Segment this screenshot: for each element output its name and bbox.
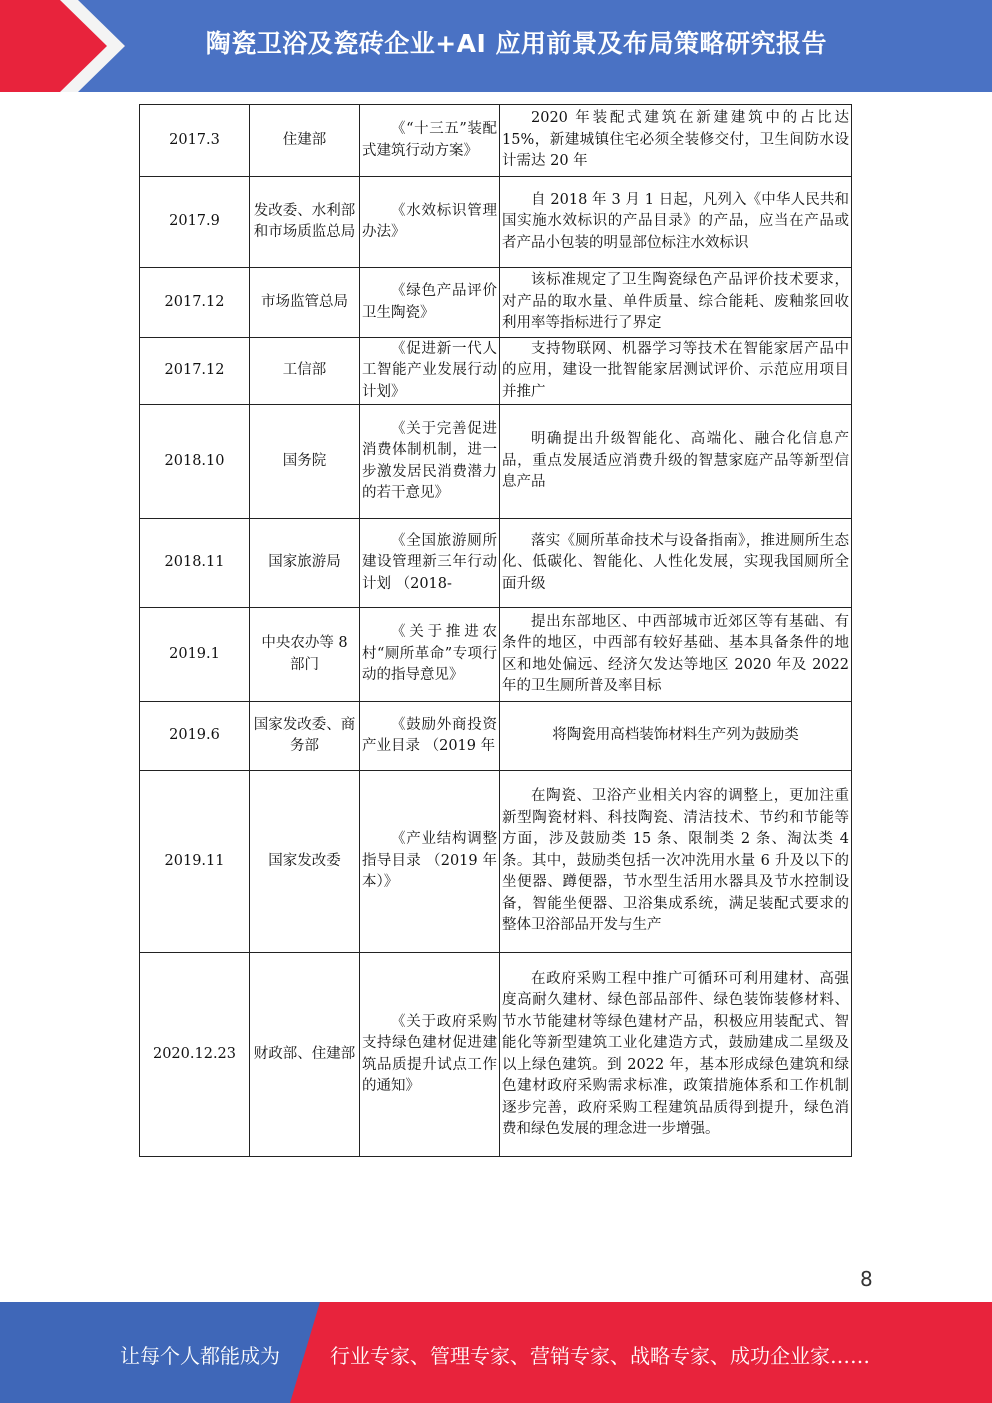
row-description: 该标准规定了卫生陶瓷绿色产品评价技术要求，对产品的取水量、单件质量、综合能耗、废釉浆回收利用率等指标进行了界定 <box>500 268 852 338</box>
page-number: 8 <box>860 1267 873 1291</box>
row-description: 支持物联网、机器学习等技术在智能家居产品中的应用，建设一批智能家居测试评价、示范应用项目并推广 <box>500 338 852 405</box>
table-row <box>140 405 852 519</box>
row-date: 2017.12 <box>140 338 250 405</box>
row-department: 工信部 <box>250 338 360 405</box>
row-description: 在陶瓷、卫浴产业相关内容的调整上，更加注重新型陶瓷材料、科技陶瓷、清洁技术、节约和节能等方面，涉及鼓励类 15 条、限制类 2 条、淘汰类 4 条。其中，鼓励类包括一次冲洗用水量 6 升及以下的坐便器、蹲便器，节水型生活用水器具及节水控制设备，智能坐便器、卫浴集成系统，满足装配式要求的整体卫浴部品开发与生产 <box>500 771 852 953</box>
page-header <box>0 0 992 92</box>
table-row <box>140 177 852 268</box>
table-row <box>140 771 852 953</box>
row-description: 将陶瓷用高档装饰材料生产列为鼓励类 <box>500 702 852 771</box>
footer-slogan-right: 行业专家、管理专家、营销专家、战略专家、成功企业家…… <box>330 1344 870 1368</box>
row-document: 《促进新一代人工智能产业发展行动计划》 <box>360 338 500 405</box>
row-department: 发改委、水利部和市场质监总局 <box>250 177 360 268</box>
row-date: 2017.3 <box>140 105 250 177</box>
row-department: 国家发改委 <box>250 771 360 953</box>
table-row <box>140 953 852 1157</box>
row-document: 《绿色产品评价卫生陶瓷》 <box>360 268 500 338</box>
policy-table <box>139 104 852 1157</box>
row-department: 住建部 <box>250 105 360 177</box>
row-document: 《水效标识管理办法》 <box>360 177 500 268</box>
row-description: 提出东部地区、中西部城市近郊区等有基础、有条件的地区，中西部有较好基础、基本具备条件的地区和地处偏远、经济欠发达等地区 2020 年及 2022 年的卫生厕所普及率目标 <box>500 608 852 702</box>
page-footer <box>0 1302 992 1403</box>
table-row <box>140 105 852 177</box>
row-date: 2019.11 <box>140 771 250 953</box>
row-department: 国务院 <box>250 405 360 519</box>
row-document: 《产业结构调整指导目录 （2019 年本）》 <box>360 771 500 953</box>
row-description: 2020 年装配式建筑在新建建筑中的占比达 15%，新建城镇住宅必须全装修交付，卫生间防水设计需达 20 年 <box>500 105 852 177</box>
row-description: 在政府采购工程中推广可循环可利用建材、高强度高耐久建材、绿色部品部件、绿色装饰装修材料、节水节能建材等绿色建材产品，积极应用装配式、智能化等新型建筑工业化建造方式，鼓励建成二星级及以上绿色建筑。到 2022 年，基本形成绿色建筑和绿色建材政府采购需求标准，政策措施体系和工作机制逐步完善，政府采购工程建筑品质得到提升，绿色消费和绿色发展的理念进一步增强。 <box>500 953 852 1157</box>
row-date: 2017.12 <box>140 268 250 338</box>
row-department: 国家发改委、商务部 <box>250 702 360 771</box>
header-red-arrow-decoration <box>0 0 130 92</box>
footer-slogan-left: 让每个人都能成为 <box>120 1344 280 1368</box>
row-description: 自 2018 年 3 月 1 日起，凡列入《中华人民共和国实施水效标识的产品目录》的产品，应当在产品或者产品小包装的明显部位标注水效标识 <box>500 177 852 268</box>
row-date: 2019.6 <box>140 702 250 771</box>
row-description: 明确提出升级智能化、高端化、融合化信息产品，重点发展适应消费升级的智慧家庭产品等新型信息产品 <box>500 405 852 519</box>
row-date: 2018.11 <box>140 519 250 608</box>
row-date: 2019.1 <box>140 608 250 702</box>
row-department: 中央农办等 8 部门 <box>250 608 360 702</box>
row-department: 市场监管总局 <box>250 268 360 338</box>
row-description: 落实《厕所革命技术与设备指南》，推进厕所生态化、低碳化、智能化、人性化发展，实现我国厕所全面升级 <box>500 519 852 608</box>
row-date: 2017.9 <box>140 177 250 268</box>
row-date: 2020.12.23 <box>140 953 250 1157</box>
row-department: 财政部、住建部 <box>250 953 360 1157</box>
header-title: 陶瓷卫浴及瓷砖企业+AI 应用前景及布局策略研究报告 <box>205 29 827 58</box>
table-row <box>140 702 852 771</box>
table-row <box>140 338 852 405</box>
row-document: 《鼓励外商投资产业目录 （2019 年 <box>360 702 500 771</box>
row-document: 《关于完善促进消费体制机制，进一步激发居民消费潜力的若干意见》 <box>360 405 500 519</box>
table-row <box>140 608 852 702</box>
table-row <box>140 268 852 338</box>
row-document: 《“十三五”装配式建筑行动方案》 <box>360 105 500 177</box>
row-date: 2018.10 <box>140 405 250 519</box>
row-document: 《全国旅游厕所建设管理新三年行动计划 （2018- <box>360 519 500 608</box>
row-department: 国家旅游局 <box>250 519 360 608</box>
row-document: 《关于政府采购支持绿色建材促进建筑品质提升试点工作的通知》 <box>360 953 500 1157</box>
row-document: 《关于推进农村“厕所革命”专项行动的指导意见》 <box>360 608 500 702</box>
table-row <box>140 519 852 608</box>
